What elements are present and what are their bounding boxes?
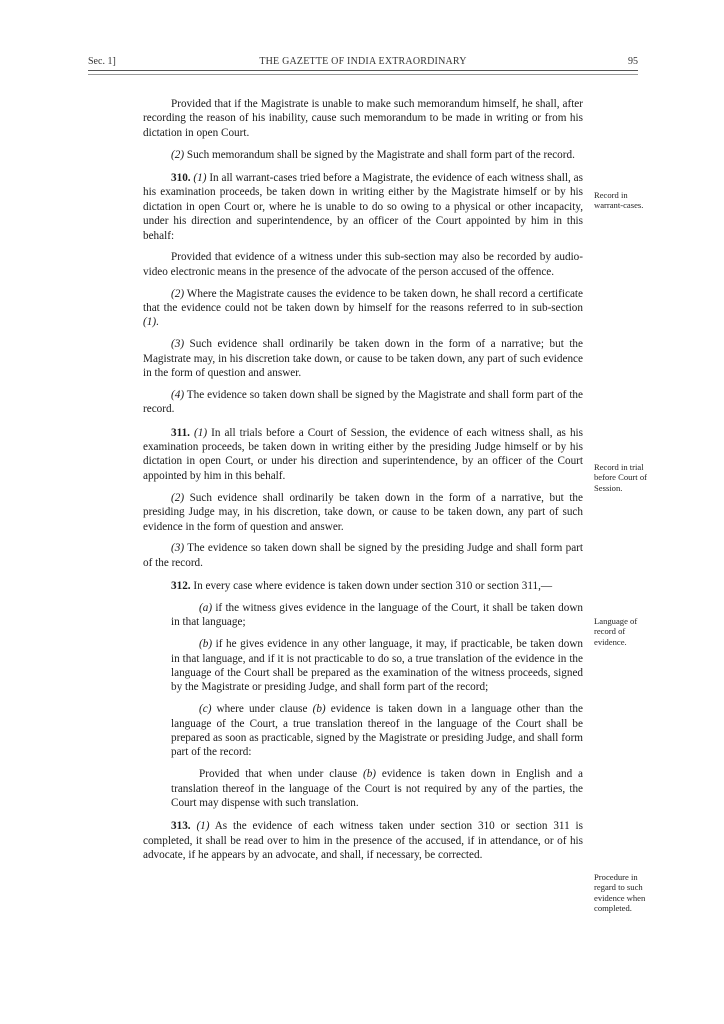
clause-ref: (b) bbox=[362, 768, 377, 781]
clause-text: if the witness gives evidence in the language of the Court, it shall be taken down in that language; bbox=[171, 601, 583, 629]
clause-number: (b) bbox=[199, 638, 213, 651]
section-312-a bbox=[143, 601, 583, 630]
page-header bbox=[88, 56, 638, 70]
subsection-number: (2) bbox=[171, 491, 185, 504]
subsection-text: The evidence so taken down shall be signed by the presiding Judge and shall form part of the record. bbox=[143, 542, 583, 569]
page-number: 95 bbox=[628, 56, 638, 67]
section-310 bbox=[143, 171, 583, 243]
header-rule bbox=[88, 70, 638, 75]
section-number: 310. bbox=[171, 172, 191, 185]
section-312-proviso bbox=[143, 767, 583, 810]
section-text: In every case where evidence is taken down under section 310 or section 311,— bbox=[190, 580, 553, 593]
subsection-number: (2) bbox=[171, 148, 185, 161]
section-number: 313. bbox=[171, 820, 191, 833]
section-text: In all warrant-cases tried before a Magistrate, the evidence of each witness shall, as his examination proceeds, be taken down in writing either by the Magistrate himself or by his dictation in open Court or, where he is unable to do so owing to a physical or other incapacity, under his direction and superintendence, by an officer of the Court appointed by him in this behalf: bbox=[143, 172, 583, 242]
section-312 bbox=[143, 579, 583, 593]
proviso-text: evidence is taken down in English and a translation thereof in the language of the Court is not required by any of the parties, the Court may dispense with such translation. bbox=[171, 768, 583, 809]
clause-text: evidence is taken down in a language other than the language of the Court, a true translation thereof in the language of the Court shall be prepared as soon as practicable, signed by the Magistrate or presiding Judge, and shall form part of the record: bbox=[171, 703, 583, 759]
subsection-text: Such evidence shall ordinarily be taken down in the form of a narrative; but the Magistrate may, in his discretion take down, or cause to be taken down, any part of such evidence in the form of question and answer. bbox=[143, 338, 583, 380]
proviso-text: Provided that if the Magistrate is unable to make such memorandum himself, he shall, after recording the reason of his inability, cause such memorandum to be made in writing or from his dictation in open Court. bbox=[143, 98, 583, 139]
subsection-text: Such memorandum shall be signed by the Magistrate and shall form part of the record. bbox=[184, 148, 575, 161]
clause-text: where under clause bbox=[211, 703, 313, 716]
section-312-b bbox=[143, 637, 583, 695]
margin-note-311: Record in trial before Court of Session. bbox=[594, 462, 647, 493]
section-312-c bbox=[143, 702, 583, 760]
clause-number: (c) bbox=[199, 703, 212, 716]
section-310-4 bbox=[143, 388, 583, 417]
margin-note-310: Record in warrant-cases. bbox=[594, 190, 644, 211]
margin-note-313: Procedure in regard to such evidence when completed. bbox=[594, 872, 646, 914]
section-313 bbox=[143, 819, 583, 862]
clause-ref: (b) bbox=[312, 703, 326, 716]
section-310-3 bbox=[143, 337, 583, 380]
subsection-number: (3) bbox=[171, 338, 185, 351]
section-label: Sec. 1] bbox=[88, 56, 116, 67]
section-311-2 bbox=[143, 491, 583, 534]
subsection-paragraph bbox=[143, 148, 583, 162]
subsection-number: (1) bbox=[196, 820, 210, 833]
subsection-text: The evidence so taken down shall be signed by the Magistrate and shall form part of the record. bbox=[143, 388, 583, 416]
subsection-number: (1) bbox=[194, 426, 208, 439]
section-text: As the evidence of each witness taken under section 310 or section 311 is completed, it shall be read over to him in the presence of the accused, if in attendance, or of his advocate, if he appears by an advocate, and shall, if necessary, be corrected. bbox=[143, 820, 583, 862]
subsection-ref: (1) bbox=[143, 316, 157, 329]
subsection-number: (3) bbox=[171, 542, 185, 555]
proviso-text: Provided that when under clause bbox=[199, 768, 363, 781]
margin-note-312: Language of record of evidence. bbox=[594, 616, 638, 647]
proviso-paragraph bbox=[143, 97, 583, 140]
subsection-text: Where the Magistrate causes the evidence to be taken down, he shall record a certificate that the evidence could not be taken down by himself for the reasons referred to in sub-section bbox=[143, 287, 583, 315]
clause-text: if he gives evidence in any other language, it may, if practicable, be taken down in that language, and if it is not practicable to do so, a true translation of the evidence in the language of the Court shall be prepared as the examination of the witness proceeds, signed by the Magistrate or presiding Judge, and shall form part of the record; bbox=[171, 638, 583, 694]
section-311-3 bbox=[143, 541, 583, 570]
proviso-text: Provided that evidence of a witness under this sub-section may also be recorded by audio-video electronic means in the presence of the advocate of the person accused of the offence. bbox=[143, 251, 583, 278]
subsection-text: Such evidence shall ordinarily be taken down in the form of a narrative, but the presiding Judge may, in his discretion, take down, or cause to be taken down, any part of such evidence in the form of question and answer. bbox=[143, 491, 583, 533]
subsection-number: (1) bbox=[193, 172, 207, 185]
gazette-title: THE GAZETTE OF INDIA EXTRAORDINARY bbox=[259, 56, 467, 67]
section-number: 311. bbox=[171, 426, 190, 439]
section-number: 312. bbox=[171, 580, 191, 593]
section-310-2: (2) Where the Magistrate causes the evidence to be taken down, he shall record a certificate that the evidence could not be taken down by himself for the reasons referred to in sub-section (1). bbox=[143, 287, 583, 329]
section-text: In all trials before a Court of Session, the evidence of each witness shall, as his examination proceeds, be taken down in writing either by the presiding Judge himself or by his dictation in open Court, or under his direction and superintendence, by an officer of the Court appointed by him in this behalf. bbox=[143, 426, 583, 482]
section-310-proviso bbox=[143, 250, 583, 279]
section-311 bbox=[143, 426, 583, 484]
clause-number: (a) bbox=[199, 601, 213, 614]
subsection-number: (2) bbox=[171, 287, 185, 300]
document-body bbox=[143, 97, 583, 870]
subsection-number: (4) bbox=[171, 388, 185, 401]
